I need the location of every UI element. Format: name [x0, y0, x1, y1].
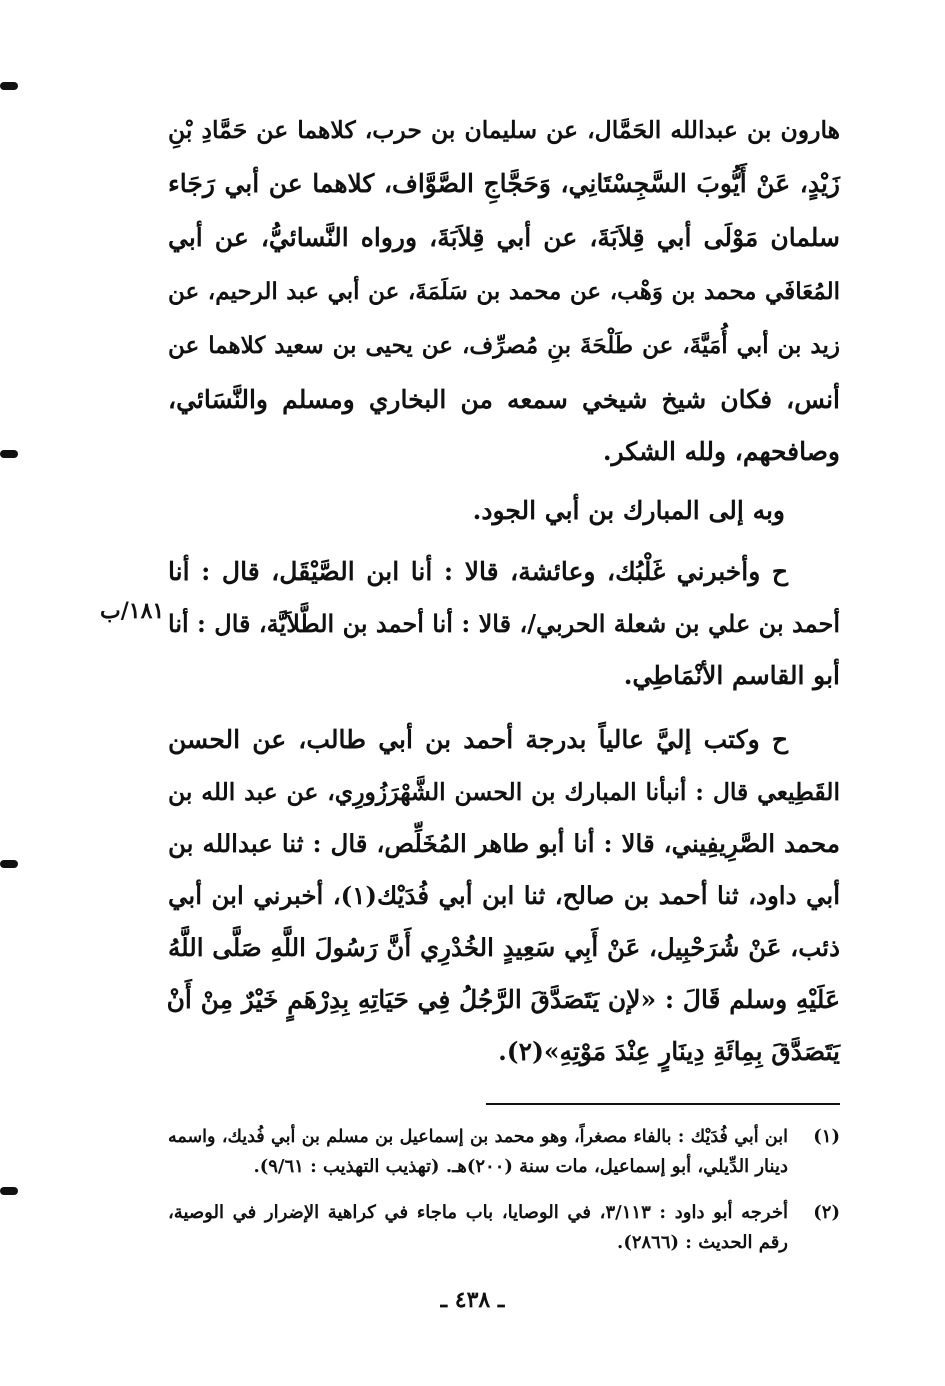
- text-line: المُعَافَي محمد بن وَهْب، عن محمد بن سَلَمَةَ، عن أبي عبد الرحيم، عن: [168, 278, 840, 305]
- text-line: يَتَصَدَّقَ بِمِائَةِ دِينَارٍ عِنْدَ مَوْتِهِ»(٢).: [498, 1037, 840, 1066]
- text-line: أبو القاسم الأنْمَاطِي.: [623, 661, 840, 690]
- text-line: أحمد بن علي بن شعلة الحربي/، قالا : أنا أحمد بن الطَّلاَيَّة، قال : أنا: [168, 609, 840, 638]
- footnote: [168, 1122, 840, 1182]
- text-line: أنس، فكان شيخ شيخي سمعه من البخاري ومسلم والنَّسَائي،: [168, 385, 840, 414]
- footnote-line: أخرجه أبو داود : ٣/١١٣، في الوصايا، باب ماجاء في كراهية الإضرار في الوصية،: [168, 1202, 788, 1223]
- text-line: زيد بن أبي أُمَيَّةَ، عن طَلْحَةَ بنِ مُصرِّف، عن يحيى بن سعيد كلاهما عن: [168, 332, 840, 359]
- text-line: عَلَيْهِ وسلم قَالَ : «لإن يَتَصَدَّقَ الرَّجُلُ فِي حَيَاتِهِ بِدِرْهَمٍ خَيْرٌ مِنْ أَنْ: [166, 985, 840, 1014]
- text-line: زَيْدٍ، عَنْ أَيُّوبَ السَّجِسْتَانِي، وَحَجَّاجِ الصَّوَّاف، كلاهما عن أبي رَجَاء: [168, 169, 840, 198]
- footnote-number: (١): [813, 1126, 840, 1147]
- text-line: وصافحهم، ولله الشكر.: [602, 437, 840, 466]
- text-line: القَطِيعي قال : أنبأنا المبارك بن الحسن الشَّهْرَزُورِي، عن عبد الله بن: [168, 778, 840, 806]
- footnote-number: (٢): [813, 1202, 840, 1223]
- text-line: ح وأخبرني غَلْبُك، وعائشة، قالا : أنا ابن الصَّيْقَل، قال : أنا: [168, 557, 788, 586]
- text-line: ذئب، عَنْ شُرَحْبِيل، عَنْ أَبِي سَعِيدٍ الخُدْرِي أَنَّ رَسُولَ اللَّهِ صَلَّى اللَّهُ: [168, 933, 840, 962]
- scan-edge-mark: [0, 1187, 18, 1195]
- scan-edge-mark: [0, 82, 18, 90]
- text-line: وبه إلى المبارك بن أبي الجود.: [472, 496, 785, 525]
- page-number: ـ ٤٣٨ ـ: [440, 1287, 505, 1313]
- text-line: محمد الصَّرِيفِيني، قالا : أنا أبو طاهر المُخَلِّص، قال : ثنا عبدالله بن: [168, 829, 840, 858]
- footnote-line: ابن أبي فُدَيْك : بالفاء مصغراً، وهو محمد بن إسماعيل بن مسلم بن أبي فُديك، واسمه: [168, 1127, 788, 1147]
- text-line: أبي داود، ثنا أحمد بن صالح، ثنا ابن أبي فُدَيْك(١)، أخبرني ابن أبي: [168, 881, 840, 910]
- text-line: ح وكتب إليَّ عالياً بدرجة أحمد بن أبي طالب، عن الحسن: [168, 725, 788, 754]
- footnote: [168, 1198, 840, 1258]
- margin-folio-note: ١٨١/ب: [100, 598, 165, 624]
- scan-edge-mark: [0, 450, 18, 458]
- footnote-separator: [486, 1103, 840, 1105]
- footnote-line: رقم الحديث : (٢٨٦٦).: [617, 1232, 788, 1253]
- text-line: هارون بن عبدالله الحَمَّال، عن سليمان بن حرب، كلاهما عن حَمَّادِ بْنِ: [168, 116, 840, 144]
- text-line: سلمان مَوْلَى أبي قِلاَبَةَ، عن أبي قِلاَبَةَ، ورواه النَّسائيُّ، عن أبي: [168, 223, 840, 252]
- footnote-line: دينار الدِّيلي، أبو إسماعيل، مات سنة (٢٠٠)هـ. (تهذيب التهذيب : ٩/٦١).: [253, 1156, 788, 1177]
- scan-edge-mark: [0, 860, 18, 868]
